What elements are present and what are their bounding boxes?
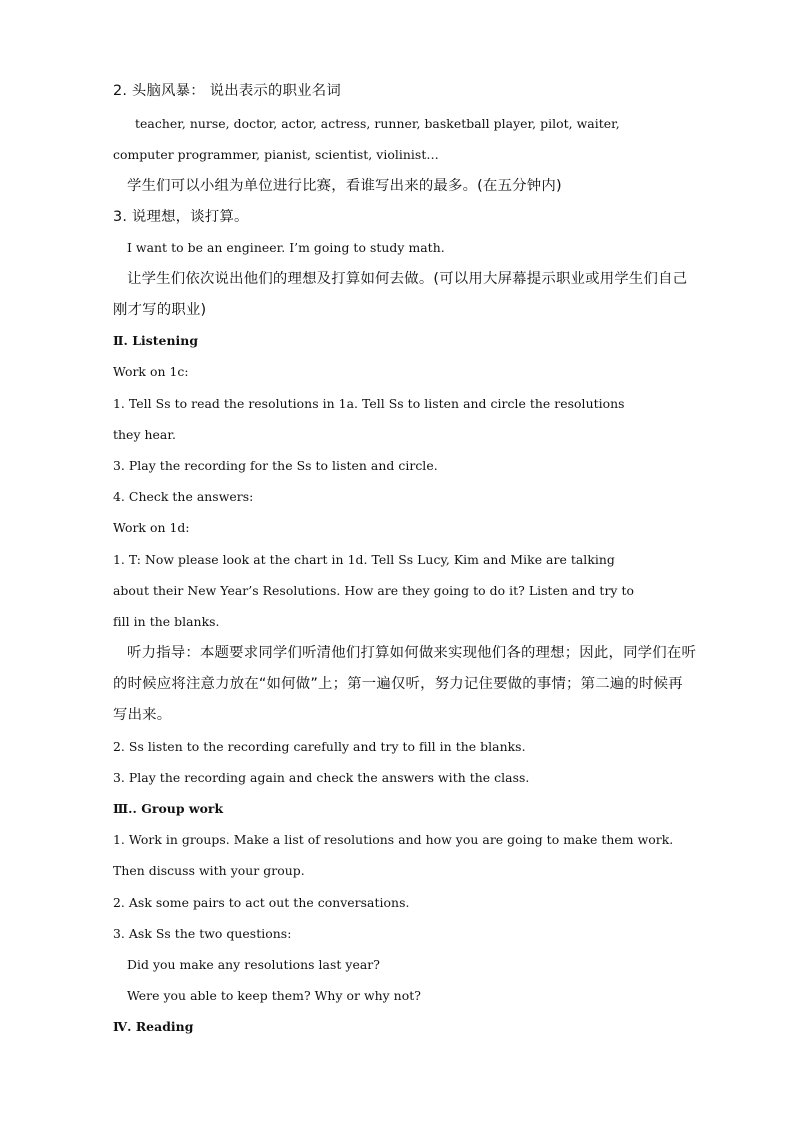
brainstorm-title: 2. 头脑风暴： 说出表示的职业名词	[113, 83, 341, 99]
reading-heading: Ⅳ. Reading	[113, 1019, 194, 1034]
listening-guidance-line-3: 写出来。	[113, 707, 172, 723]
work-on-1c-label: Work on 1c:	[113, 364, 189, 379]
listening-step-1-line-2: they hear.	[113, 427, 176, 442]
listening-practice-step-3: 3. Play the recording again and check the answers with the class.	[113, 770, 530, 785]
listening-guidance-line-1: 听力指导：本题要求同学们听清他们打算如何做来实现他们各的理想；因此，同学们在听	[127, 645, 697, 661]
group-work-step-3: 3. Ask Ss the two questions:	[113, 926, 292, 941]
occupation-list-line-1: teacher, nurse, doctor, actor, actress, runner, basketball player, pilot, waiter,	[135, 116, 620, 131]
student-ideal-note-line-1: 让学生们依次说出他们的理想及打算如何去做。(可以用大屏幕提示职业或用学生们自己	[127, 271, 688, 287]
question-1: Did you make any resolutions last year?	[127, 957, 380, 972]
question-2: Were you able to keep them? Why or why not?	[127, 988, 421, 1003]
listening-step-1-line-1: 1. Tell Ss to read the resolutions in 1a. Tell Ss to listen and circle the resolutions	[113, 396, 625, 411]
group-work-heading: Ⅲ.. Group work	[113, 801, 224, 816]
student-ideal-note-line-2: 刚才写的职业)	[113, 302, 207, 318]
group-work-step-1-line-2: Then discuss with your group.	[113, 863, 305, 878]
listening-practice-step-2: 2. Ss listen to the recording carefully and try to fill in the blanks.	[113, 739, 526, 754]
group-competition-note: 学生们可以小组为单位进行比赛，看谁写出来的最多。(在五分钟内)	[127, 178, 562, 194]
chart-instruction-line-3: fill in the blanks.	[113, 614, 220, 629]
listening-step-3: 3. Play the recording for the Ss to listen and circle.	[113, 458, 438, 473]
listening-heading: Ⅱ. Listening	[113, 333, 199, 348]
chart-instruction-line-2: about their New Year’s Resolutions. How are they going to do it? Listen and try to	[113, 583, 634, 598]
chart-instruction-line-1: 1. T: Now please look at the chart in 1d. Tell Ss Lucy, Kim and Mike are talking	[113, 552, 615, 567]
group-work-step-2: 2. Ask some pairs to act out the conversations.	[113, 895, 410, 910]
group-work-step-1-line-1: 1. Work in groups. Make a list of resolutions and how you are going to make them work.	[113, 832, 674, 847]
ideal-plan-title: 3. 说理想，谈打算。	[113, 209, 249, 225]
work-on-1d-label: Work on 1d:	[113, 520, 190, 535]
example-sentence: I want to be an engineer. I’m going to study math.	[127, 240, 445, 255]
listening-guidance-line-2: 的时候应将注意力放在“如何做”上；第一遍仅听，努力记住要做的事情；第二遍的时候再	[113, 676, 683, 692]
occupation-list-line-2: computer programmer, pianist, scientist, violinist…	[113, 147, 439, 162]
listening-step-4: 4. Check the answers:	[113, 489, 254, 504]
